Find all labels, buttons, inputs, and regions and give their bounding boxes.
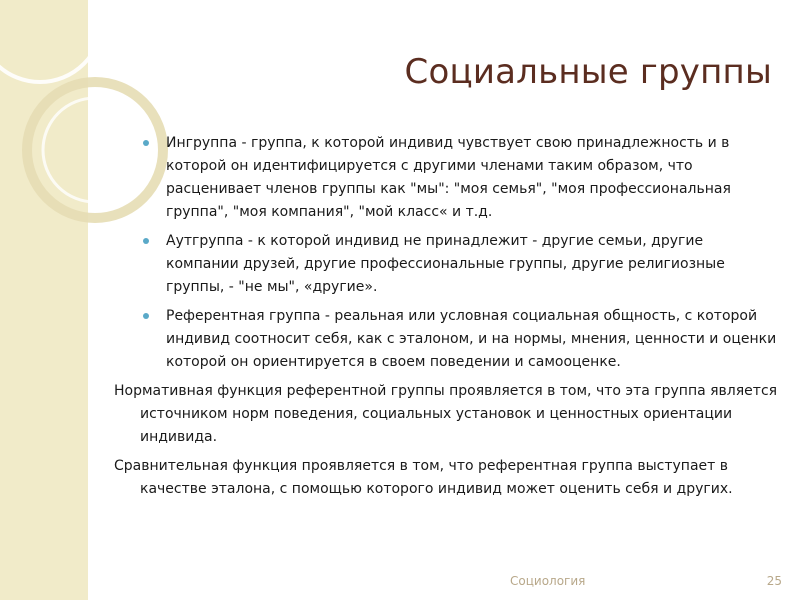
bullet-item-ingroup: [140, 132, 780, 224]
footer-subject: Социология: [510, 574, 586, 588]
bullet-text: Референтная группа - реальная или условная социальная общность, с которой индивид соотносит себя, как с эталоном, и на нормы, мнения, ценности и оценки которой он ориентируется в своем поведении и самооценке.: [166, 308, 777, 370]
paragraph-normative-function: Нормативная функция референтной группы проявляется в том, что эта группа является источником норм поведения, социальных установок и ценностных ориентации индивида.: [114, 383, 778, 445]
bullet-list: [140, 132, 780, 374]
bullet-item-outgroup: [140, 230, 780, 299]
paragraph-comparative-function: Сравнительная функция проявляется в том, что референтная группа выступает в качестве эталона, с помощью которого индивид может оценить себя и других.: [114, 458, 733, 497]
decorative-side-band: [0, 0, 88, 600]
bullet-text: Аутгруппа - к которой индивид не принадлежит - другие семьи, другие компании друзей, другие профессиональные группы, другие религиозные группы, - "не мы", «другие».: [166, 233, 725, 295]
slide-title: Социальные группы: [404, 52, 772, 92]
bullet-text: Ингруппа - группа, к которой индивид чувствует свою принадлежность и в которой он идентифицируется с другими членами таким образом, что расценивает членов группы как "мы": "моя семья", "моя профессиональная группа", "моя компания", "мой класс« и т.д.: [166, 135, 731, 220]
slide-content: [114, 132, 780, 507]
bullet-dot-icon: [143, 313, 149, 319]
bullet-dot-icon: [143, 140, 149, 146]
page-number: 25: [766, 574, 782, 588]
bullet-dot-icon: [143, 238, 149, 244]
bullet-item-reference-group: [140, 305, 780, 374]
